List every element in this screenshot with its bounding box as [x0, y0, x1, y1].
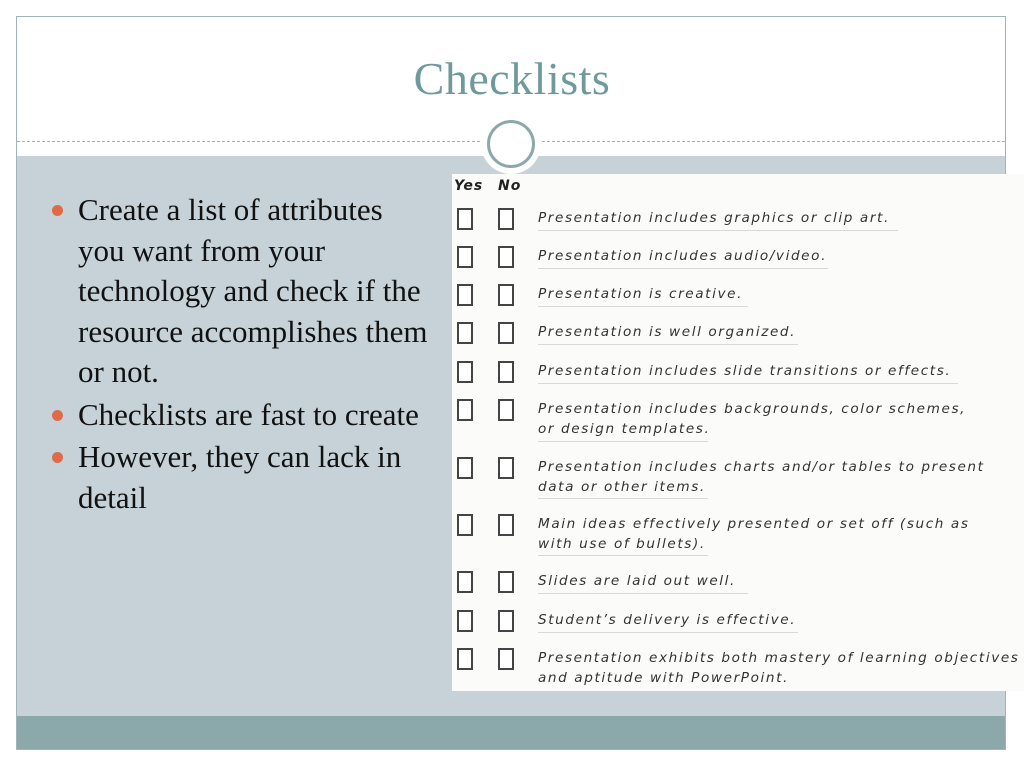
- checklist-item-text: Presentation includes slide transitions or effects.: [538, 363, 952, 379]
- checklist-item-text: Presentation includes audio/video.: [538, 248, 827, 264]
- bullet-dot-icon: [52, 410, 63, 421]
- item-underline: [538, 268, 828, 269]
- checklist-item-text: Main ideas effectively presented or set off (such as with use of bullets).: [538, 516, 970, 552]
- item-underline: [538, 593, 748, 594]
- item-underline: [538, 441, 708, 442]
- bullet-dot-icon: [52, 452, 63, 463]
- no-checkbox[interactable]: [498, 246, 514, 268]
- no-checkbox[interactable]: [498, 399, 514, 421]
- no-checkbox[interactable]: [498, 322, 514, 344]
- bullet-dot-icon: [52, 205, 63, 216]
- no-checkbox[interactable]: [498, 571, 514, 593]
- checklist-item-text: Presentation includes graphics or clip art.: [538, 210, 890, 226]
- bullet-item: [50, 437, 430, 518]
- no-column-header: No: [498, 178, 522, 194]
- yes-checkbox[interactable]: [457, 571, 473, 593]
- yes-checkbox[interactable]: [457, 208, 473, 230]
- checklist-item-text: Presentation includes charts and/or tables to present data or other items.: [538, 459, 985, 495]
- checklist-image: [452, 174, 1024, 691]
- no-checkbox[interactable]: [498, 208, 514, 230]
- checklist-item-text: Presentation is well organized.: [538, 324, 797, 340]
- no-checkbox[interactable]: [498, 648, 514, 670]
- item-underline: [538, 632, 798, 633]
- bullet-text: However, they can lack in detail: [78, 439, 402, 515]
- item-underline: [538, 555, 708, 556]
- bullet-text: Create a list of attributes you want from your technology and check if the resource accomplishes them or not.: [78, 192, 428, 389]
- bullet-text: Checklists are fast to create: [78, 396, 419, 432]
- no-checkbox[interactable]: [498, 457, 514, 479]
- no-checkbox[interactable]: [498, 514, 514, 536]
- item-underline: [538, 344, 798, 345]
- yes-checkbox[interactable]: [457, 246, 473, 268]
- yes-checkbox[interactable]: [457, 457, 473, 479]
- item-underline: [538, 383, 958, 384]
- divider-ring-icon: [487, 120, 535, 168]
- no-checkbox[interactable]: [498, 361, 514, 383]
- yes-checkbox[interactable]: [457, 514, 473, 536]
- checklist-item-text: Student’s delivery is effective.: [538, 612, 797, 628]
- checklist-item-text: Slides are laid out well.: [538, 573, 736, 589]
- footer-bar: [17, 716, 1005, 749]
- checklist-item-text: Presentation exhibits both mastery of learning objectives and aptitude with PowerPoint.: [538, 650, 1020, 686]
- yes-checkbox[interactable]: [457, 322, 473, 344]
- bullet-list: [50, 190, 430, 520]
- bullet-item: [50, 190, 430, 393]
- slide-title: Checklists: [413, 53, 611, 104]
- no-checkbox[interactable]: [498, 284, 514, 306]
- yes-checkbox[interactable]: [457, 648, 473, 670]
- yes-column-header: Yes: [454, 178, 484, 194]
- bullet-item: [50, 395, 430, 436]
- item-underline: [538, 306, 748, 307]
- yes-checkbox[interactable]: [457, 610, 473, 632]
- item-underline: [538, 230, 898, 231]
- yes-checkbox[interactable]: [457, 399, 473, 421]
- yes-checkbox[interactable]: [457, 361, 473, 383]
- no-checkbox[interactable]: [498, 610, 514, 632]
- yes-checkbox[interactable]: [457, 284, 473, 306]
- checklist-item-text: Presentation includes backgrounds, color schemes, or design templates.: [538, 401, 967, 437]
- item-underline: [538, 498, 708, 499]
- checklist-item-text: Presentation is creative.: [538, 286, 744, 302]
